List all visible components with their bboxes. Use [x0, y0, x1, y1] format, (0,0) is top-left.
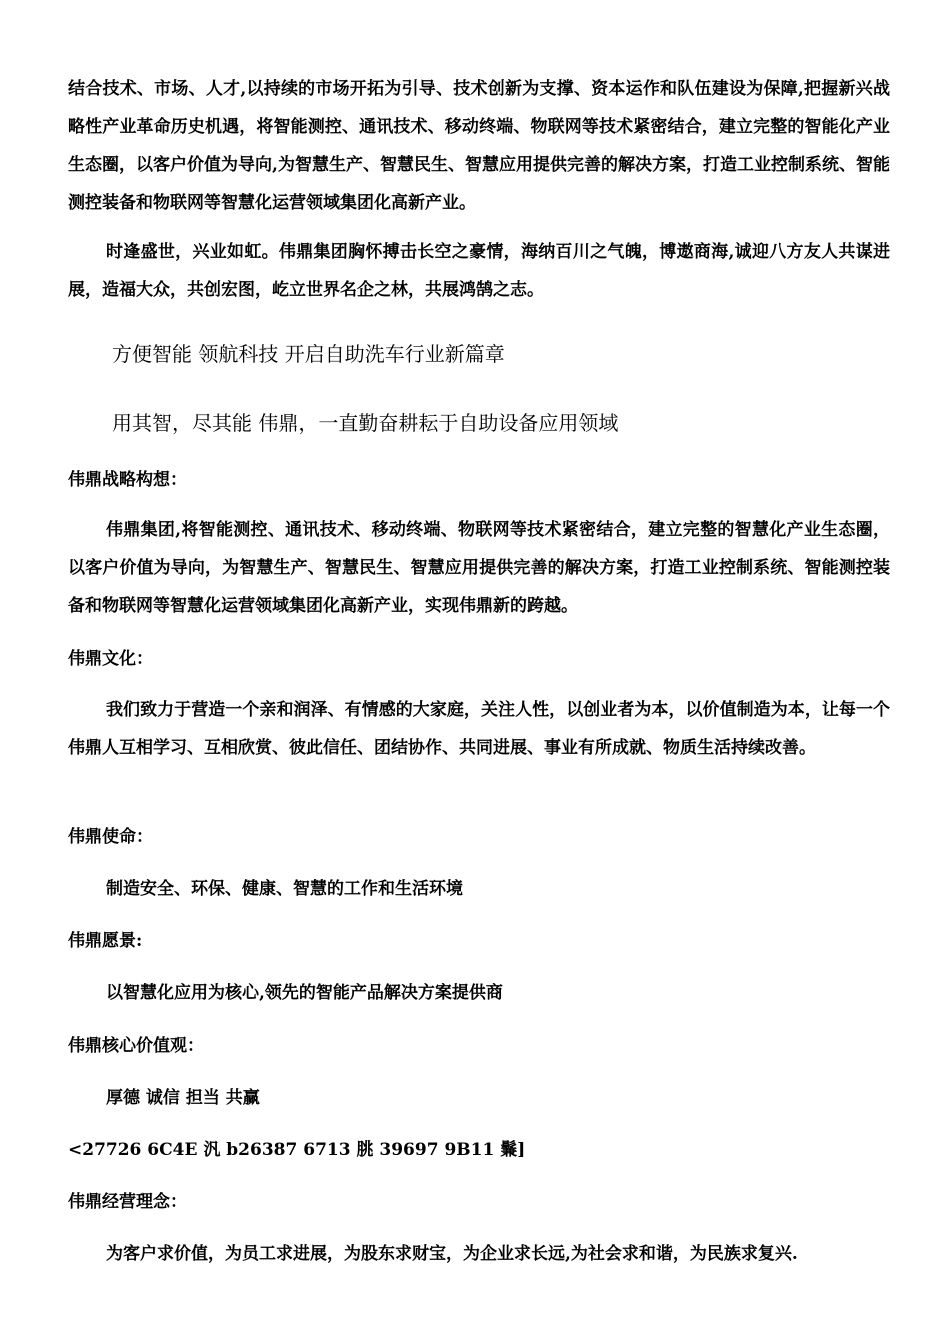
slogan-heading-1: 方便智能 领航科技 开启自助洗车行业新篇章 [112, 342, 505, 366]
mission-label: 伟鼎使命： [68, 827, 153, 847]
intro-paragraph-2: 时逢盛世，兴业如虹。伟鼎集团胸怀搏击长空之豪情，海纳百川之气魄，博遨商海,诚迎八方友人共谋进展，造福大众，共创宏图，屹立世界名企之林，共展鸿鹄之志。 [68, 242, 890, 300]
vision-label: 伟鼎愿景: [68, 931, 143, 951]
philosophy-text: 为客户求价值，为员工求进展，为股东求财宝，为企业求长远,为社会求和谐，为民族求复兴. [106, 1244, 798, 1264]
strategy-paragraph: 伟鼎集团,将智能测控、通讯技术、移动终端、物联网等技术紧密结合，建立完整的智慧化产业生态圈，以客户价值为导向，为智慧生产、智慧民生、智慧应用提供完善的解决方案，打造工业控制系统、智能测控装备和物联网等智慧化运营领域集团化高新产业，实现伟鼎新的跨越。 [68, 520, 890, 616]
culture-paragraph: 我们致力于营造一个亲和润泽、有情感的大家庭，关注人性，以创业者为本，以价值制造为本，让每一个伟鼎人互相学习、互相欣赏、彼此信任、团结协作、共同进展、事业有所成就、物质生活持续改善。 [68, 700, 890, 758]
values-label: 伟鼎核心价值观： [68, 1036, 204, 1056]
intro-paragraph-1: 结合技术、市场、人才,以持续的市场开拓为引导、技术创新为支撑、资本运作和队伍建设为保障,把握新兴战略性产业革命历史机遇，将智能测控、通讯技术、移动终端、物联网等技术紧密结合，建立完整的智能化产业生态圈，以客户价值为导向,为智慧生产、智慧民生、智慧应用提供完善的解决方案，打造工业控制系统、智能测控装备和物联网等智慧化运营领域集团化高新产业。 [68, 79, 890, 213]
values-text: 厚德 诚信 担当 共赢 [106, 1088, 260, 1108]
culture-label: 伟鼎文化： [68, 649, 153, 669]
mission-text: 制造安全、环保、健康、智慧的工作和生活环境 [106, 879, 463, 899]
vision-text: 以智慧化应用为核心,领先的智能产品解决方案提供商 [106, 983, 503, 1003]
strategy-label: 伟鼎战略构想： [68, 470, 187, 490]
code-line: <27726 6C4E 汎 b26387 6713 朓 39697 9B11 鬑] [68, 1140, 526, 1160]
slogan-heading-2: 用其智，尽其能 伟鼎，一直勤奋耕耘于自助设备应用领域 [112, 411, 619, 435]
philosophy-label: 伟鼎经营理念： [68, 1192, 187, 1212]
